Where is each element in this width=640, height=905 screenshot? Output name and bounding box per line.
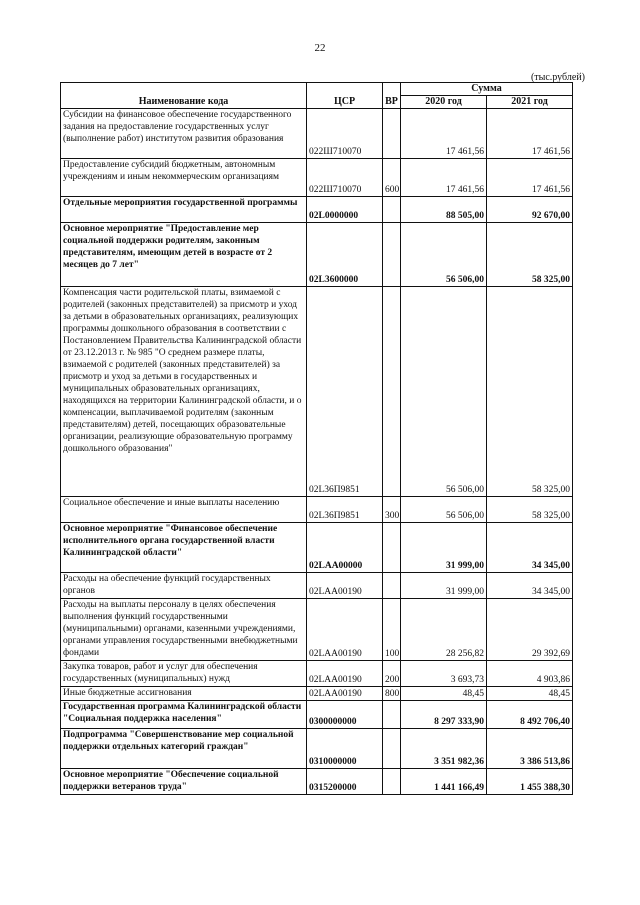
row-value-2021: 34 345,00 [487, 573, 573, 599]
row-name: Закупка товаров, работ и услуг для обеспечения государственных (муниципальных) нужд [61, 661, 307, 687]
row-name: Предоставление субсидий бюджетным, автономным учреждениям и иным некоммерческим организациям [61, 159, 307, 197]
row-csr: 02L36П9851 [307, 287, 383, 497]
row-vr [383, 573, 401, 599]
table-row [61, 287, 573, 497]
table-row [61, 109, 573, 159]
row-name: Социальное обеспечение и иные выплаты населению [61, 497, 307, 523]
page-number: 22 [314, 42, 326, 54]
row-vr [383, 729, 401, 769]
row-csr: 02LAA00190 [307, 599, 383, 661]
row-name: Государственная программа Калининградской области "Социальная поддержка населения" [61, 701, 307, 729]
row-csr: 02LAA00190 [307, 687, 383, 701]
row-value-2020: 31 999,00 [401, 573, 487, 599]
header-csr: ЦСР [307, 83, 383, 109]
row-value-2020: 31 999,00 [401, 523, 487, 573]
row-name: Субсидии на финансовое обеспечение государственного задания на предоставление государственных услуг (выполнение работ) институтом развития образования [61, 109, 307, 159]
row-csr: 02L3600000 [307, 223, 383, 287]
units-label: (тыс.рублей) [530, 72, 585, 83]
row-vr [383, 701, 401, 729]
table-row [61, 701, 573, 729]
header-sum: Сумма [401, 83, 573, 96]
row-value-2021: 29 392,69 [487, 599, 573, 661]
row-csr: 02L36П9851 [307, 497, 383, 523]
row-csr: 02LAA00000 [307, 523, 383, 573]
row-vr [383, 197, 401, 223]
row-vr [383, 223, 401, 287]
row-csr: 022Ш710070 [307, 159, 383, 197]
row-name: Расходы на обеспечение функций государственных органов [61, 573, 307, 599]
row-value-2020: 56 506,00 [401, 497, 487, 523]
table-row [61, 159, 573, 197]
row-csr: 0300000000 [307, 701, 383, 729]
row-name: Расходы на выплаты персоналу в целях обеспечения выполнения функций государственными (муниципальными) органами, казенными учреждениями, органами управления государственными внебюджетными фондами [61, 599, 307, 661]
row-value-2021: 17 461,56 [487, 159, 573, 197]
row-csr: 0310000000 [307, 729, 383, 769]
row-value-2021: 17 461,56 [487, 109, 573, 159]
row-vr [383, 287, 401, 497]
table-row [61, 523, 573, 573]
row-csr: 0315200000 [307, 769, 383, 795]
row-value-2021: 1 455 388,30 [487, 769, 573, 795]
row-name: Основное мероприятие "Предоставление мер социальной поддержки родителям, законным представителям, имеющим детей в возрасте от 2 месяцев до 7 лет" [61, 223, 307, 287]
row-value-2020: 88 505,00 [401, 197, 487, 223]
row-name: Иные бюджетные ассигнования [61, 687, 307, 701]
row-value-2020: 1 441 166,49 [401, 769, 487, 795]
row-name: Основное мероприятие "Финансовое обеспечение исполнительного органа государственной власти Калининградской области" [61, 523, 307, 573]
row-csr: 02L0000000 [307, 197, 383, 223]
row-vr: 800 [383, 687, 401, 701]
row-name: Подпрограмма "Совершенствование мер социальной поддержки отдельных категорий граждан" [61, 729, 307, 769]
row-vr [383, 769, 401, 795]
row-value-2020: 56 506,00 [401, 287, 487, 497]
table-row [61, 729, 573, 769]
row-value-2020: 3 693,73 [401, 661, 487, 687]
row-value-2020: 48,45 [401, 687, 487, 701]
row-value-2021: 4 903,86 [487, 661, 573, 687]
row-value-2021: 3 386 513,86 [487, 729, 573, 769]
header-year-2020: 2020 год [401, 96, 487, 109]
table-row [61, 687, 573, 701]
table-row [61, 197, 573, 223]
row-name: Основное мероприятие "Обеспечение социальной поддержки ветеранов труда" [61, 769, 307, 795]
row-vr: 200 [383, 661, 401, 687]
row-csr: 02LAA00190 [307, 661, 383, 687]
header-year-2021: 2021 год [487, 96, 573, 109]
row-value-2021: 58 325,00 [487, 497, 573, 523]
row-value-2020: 17 461,56 [401, 159, 487, 197]
table-body [61, 109, 573, 795]
row-value-2021: 8 492 706,40 [487, 701, 573, 729]
table-row [61, 497, 573, 523]
row-value-2021: 58 325,00 [487, 223, 573, 287]
table-row [61, 661, 573, 687]
table-row [61, 769, 573, 795]
row-value-2020: 28 256,82 [401, 599, 487, 661]
header-vr: ВР [383, 83, 401, 109]
header-name: Наименование кода [61, 83, 307, 109]
row-vr [383, 523, 401, 573]
row-vr: 600 [383, 159, 401, 197]
row-vr: 100 [383, 599, 401, 661]
row-name: Компенсация части родительской платы, взимаемой с родителей (законных представителей) за присмотр и уход за детьми в образовательных организациях, реализующих программы дошкольного образования в соответствии с Постановлением Правительства Калининградской области от 23.12.2013 г. № 985 "О среднем размере платы, взимаемой с родителей (законных представителей) за присмотр и уход за детьми в государственных и муниципальных образовательных организациях, находящихся на территории Калининградской области, и о компенсации, выплачиваемой родителям (законным представителям) детей, посещающих образовательные организации, реализующие образовательную программу дошкольного образования" [61, 287, 307, 497]
table-row [61, 223, 573, 287]
table-row [61, 599, 573, 661]
row-value-2020: 8 297 333,90 [401, 701, 487, 729]
row-value-2021: 92 670,00 [487, 197, 573, 223]
row-csr: 02LAA00190 [307, 573, 383, 599]
row-value-2021: 58 325,00 [487, 287, 573, 497]
row-value-2021: 48,45 [487, 687, 573, 701]
row-value-2020: 17 461,56 [401, 109, 487, 159]
row-value-2020: 56 506,00 [401, 223, 487, 287]
row-value-2020: 3 351 982,36 [401, 729, 487, 769]
row-csr: 022Ш710070 [307, 109, 383, 159]
table-header [61, 83, 573, 109]
budget-table [60, 82, 573, 795]
table-row [61, 573, 573, 599]
row-vr [383, 109, 401, 159]
row-vr: 300 [383, 497, 401, 523]
row-name: Отдельные мероприятия государственной программы [61, 197, 307, 223]
row-value-2021: 34 345,00 [487, 523, 573, 573]
